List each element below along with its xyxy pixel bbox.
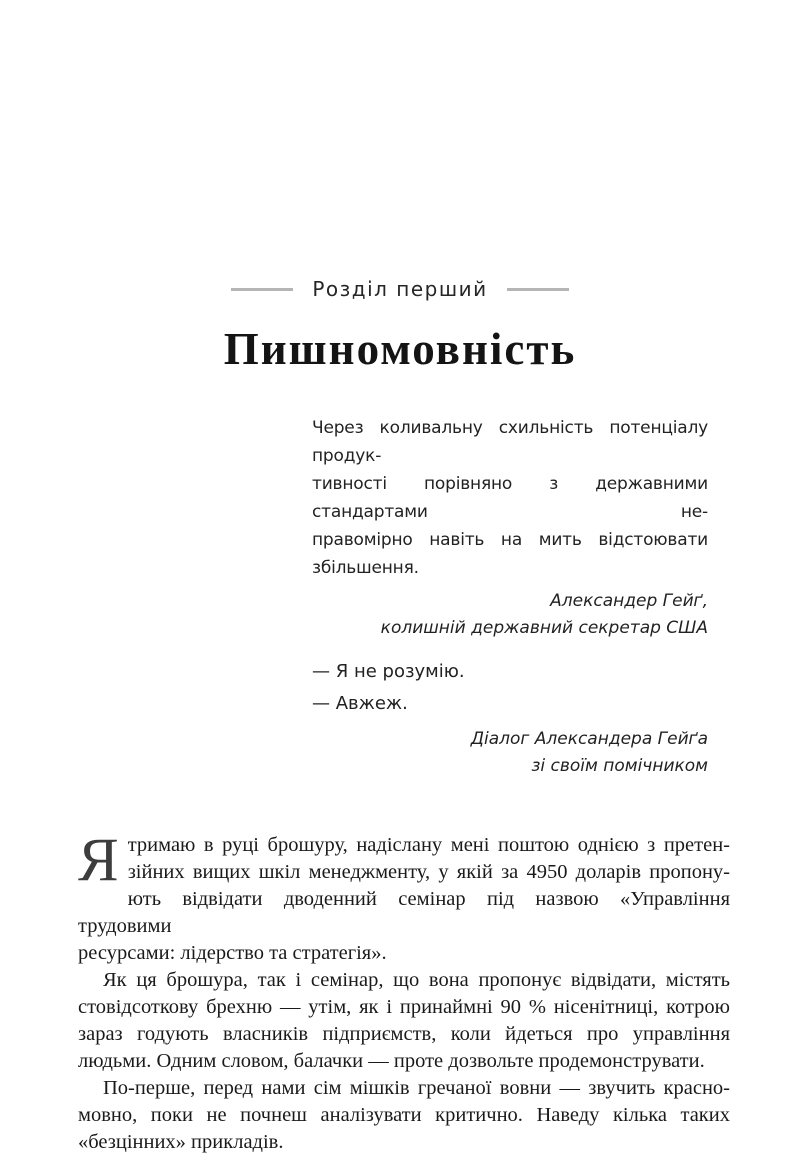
paragraph-2: Як ця брошура, так і семінар, що вона пропонує відвідати, містять стовідсоткову брехню — утім, як і принаймні 90 % нісенітниці, котрою зараз годують власників підприємств, коли йдеться про управління людьми. Одним словом, балачки — проте дозвольте продемонструвати. — [78, 969, 730, 1072]
epigraph-text: Через коливальну схильність потенціалу продук- тивності порівняно з державними стандартами не- правомірно навіть на мить відстоювати збільшення. — [312, 418, 708, 578]
chapter-rule-right — [507, 288, 569, 291]
chapter-title: Пишномовність — [223, 324, 577, 374]
paragraph-1: Я тримаю в руці брошуру, надіслану мені поштою однією з претен- зійних вищих шкіл менеджменту, у якій за 4950 доларів пропону- ють відвідати дводенний семінар під назвою «Управління трудовими ресурсами: лідерство та стратегія». — [78, 827, 730, 964]
chapter-heading — [0, 0, 800, 302]
drop-cap: Я — [78, 827, 119, 894]
dialogue-text: — Я не розумію. — Авжеж. — [312, 661, 465, 714]
paragraph-3: По-перше, перед нами сім мішків гречаної вовни — звучить красно- мовно, поки не почнеш аналізувати критично. Наведу кілька таких «безцінних» прикладів. — [78, 1077, 730, 1153]
epigraph-attribution: Александер Гейґ, колишній державний секретар США — [380, 591, 708, 638]
chapter-label: Розділ перший — [312, 277, 488, 301]
body-text — [78, 827, 730, 1156]
chapter-rule-left — [231, 288, 293, 291]
epigraph-block — [312, 414, 708, 780]
dialogue-attribution: Діалог Александера Гейґа зі своїм помічником — [470, 729, 708, 776]
